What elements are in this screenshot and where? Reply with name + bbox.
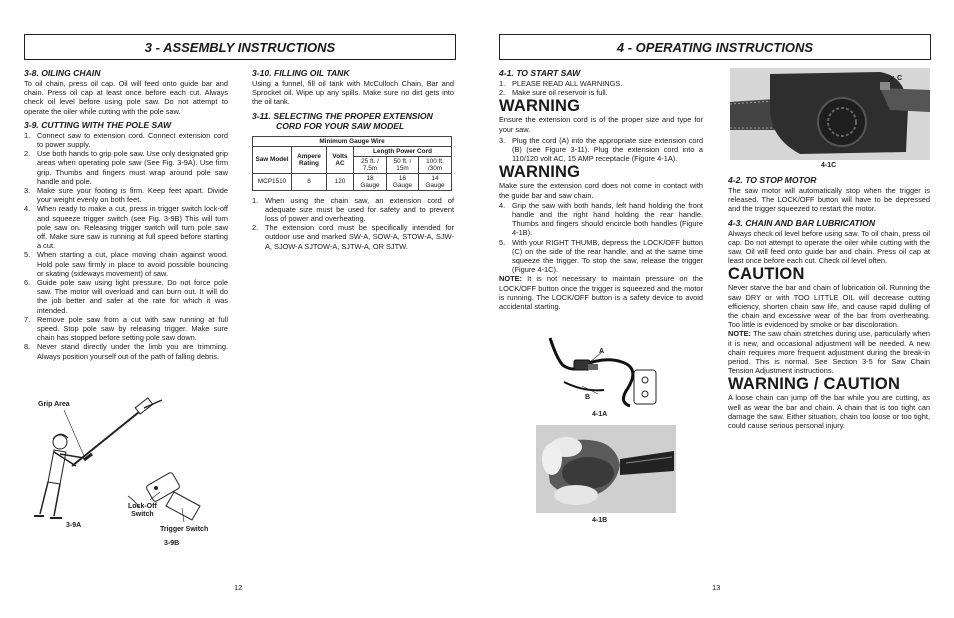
start-note: NOTE: It is not necessary to maintain pressure on the LOCK/OFF button once the trigger is squeezed and the motor is running. The LOCK/OFF button is a safety device to avoid accidental starting. — [499, 274, 703, 312]
warning-heading-2: WARNING — [499, 163, 581, 182]
col-len-25: 25 ft. / 7.5m — [354, 156, 387, 173]
left-column-1 — [24, 68, 228, 361]
lockoff-label: Lock-Off Switch — [128, 503, 157, 518]
table-row: MCP1510 8 120 18 Gauge 16 Gauge 14 Gauge — [253, 173, 452, 190]
list-item: 1. When using the chain saw, an extension cord of adequate size must be used for safety and to prevent loss of power and overheating. — [252, 195, 454, 224]
fig-4-1a-label: 4-1A — [592, 411, 608, 418]
list-item: 1. PLEASE READ ALL WARNINGS. — [499, 79, 623, 88]
col-volts: Volts AC — [327, 146, 354, 173]
page-number-left: 12 — [234, 583, 243, 592]
oiling-heading: 3-8. OILING CHAIN — [24, 68, 101, 78]
right-column-1 — [499, 68, 703, 311]
col-len-50: 50 ft. / 15m — [387, 156, 419, 173]
list-item: 2. Make sure oil reservoir is full. — [499, 88, 608, 98]
warning-heading-1: WARNING — [499, 97, 581, 116]
extension-heading: 3-11. SELECTING THE PROPER EXTENSION CORD FOR YOUR SAW MODEL — [252, 110, 433, 131]
list-item: 2. The extension cord must be specifically intended for outdoor use and marked SW-A, SOW-A, STOW-A, SJW-A, SJOW-A SJTOW-A, SJTW-A, OR SJTW. — [252, 223, 454, 251]
fig-label-c: C — [897, 75, 903, 82]
left-column-2 — [252, 68, 454, 251]
extension-list — [252, 196, 454, 251]
list-item: 6. Guide pole saw using light pressure. Do not force pole saw. The motor will overload and can burn out. It will do the job better and safer at the rate for which it was intended. — [24, 278, 228, 315]
list-item: 5. When starting a cut, place moving chain against wood. Hold pole saw firmly in place to avoid possible bouncing or skating (sideways movement) of saw. — [24, 250, 228, 278]
page-number-right: 13 — [712, 583, 721, 592]
filling-heading: 3-10. FILLING OIL TANK — [252, 68, 350, 78]
list-item: 5. With your RIGHT THUMB, depress the LOCK/OFF button (C) on the side of the rear handle, and at the same time squeeze the trigger. To stop the saw, release the trigger (Figure 4-1C). — [499, 237, 703, 275]
col-len-100: 100 ft. /30m — [418, 156, 451, 173]
col-saw-model: Saw Model — [253, 146, 292, 173]
list-item: 4. When ready to make a cut, press in trigger switch lock-off and squeeze trigger switch (see Fig. 3-9B) This will turn pole saw on. Releasing trigger switch will turn pole saw off. Make sure saw is running at full speed before starting a cut. — [24, 204, 228, 251]
operating-title: 4 - OPERATING INSTRUCTIONS — [616, 39, 814, 55]
fig-4-1b-label: 4-1B — [592, 517, 608, 524]
list-item: 1. Connect saw to extension cord. Connect extension cord to power supply. — [24, 130, 228, 150]
list-item: 3. Plug the cord (A) into the appropriate size extension cord (B) (see Figure 3-11). Plug the extension cord into a 110/120 volt AC, 15 AMP receptacle (Figure 4-1A). — [499, 135, 703, 164]
filling-text: Using a funnel, fill oil tank with McCulloch Chain, Bar and Sprocket oil. Wipe up any spills. Make sure no dirt gets into the oil tank. — [252, 79, 454, 107]
fig-4-1c-label: 4-1C — [821, 162, 837, 169]
stop-heading: 4-2. TO STOP MOTOR — [728, 175, 817, 185]
warning-caution-text: A loose chain can jump off the bar while you are cutting, as well as wear the bar and chain. A chain that is too tight can damage the saw. Either situation, chain too loose or too tight, could cause serious personal injury. — [728, 393, 930, 431]
cutting-list — [24, 131, 228, 361]
right-column-2 — [728, 175, 930, 430]
cutting-heading: 3-9. CUTTING WITH THE POLE SAW — [24, 119, 172, 130]
assembly-banner — [24, 34, 456, 60]
fig-label-b: B — [585, 394, 591, 401]
gauge-table — [252, 136, 452, 191]
fig-3-9a-label: 3-9A — [66, 522, 82, 529]
start-list-a — [499, 79, 703, 97]
list-item: 2. Use both hands to grip pole saw. Use only designated grip areas when operating pole saw (See Fig. 3-9A). Use firm grip. Thumbs and fingers must wrap around pole saw handle and pole. — [24, 149, 228, 186]
list-item: 8. Never stand directly under the limb you are trimming. Always position yourself out of the path of falling debris. — [24, 342, 228, 361]
gauge-table-title: Minimum Gauge Wire — [253, 136, 452, 146]
list-item: 7. Remove pole saw from a cut with saw running at full speed. Stop pole saw by releasing trigger. Make sure chain has stopped before setting pole saw down. — [24, 314, 228, 343]
caution-heading: CAUTION — [728, 265, 805, 284]
assembly-title: 3 - ASSEMBLY INSTRUCTIONS — [144, 39, 336, 55]
fig-4-1a-illustration — [544, 332, 664, 416]
list-item: 4. Grip the saw with both hands, left hand holding the front handle and the right hand holding the rear handle. Thumbs and fingers should encircle both handles (Figure 4-1B). — [499, 200, 703, 238]
col-ampere: Ampere Rating — [292, 146, 327, 173]
fig-label-a: A — [599, 348, 605, 355]
warning-text-1: Ensure the extension cord is of the proper size and type for your saw. — [499, 115, 703, 134]
start-list-c — [499, 201, 703, 275]
warning-text-2: Make sure the extension cord does not come in contact with the guide bar and saw chain. — [499, 181, 703, 200]
list-item: 3. Make sure your footing is firm. Keep feet apart. Divide your weight evenly on both feet. — [24, 186, 228, 205]
caution-text: Never starve the bar and chain of lubrication oil. Running the saw DRY or with TOO LITTLE OIL will decrease cutting efficiency, shorten chain saw life, and cause rapid dulling of the chain and excessive wear of the bar from overheating. Too little is evidenced by smoke or bar discoloration. — [728, 283, 930, 330]
fig-3-9b-label: 3-9B — [164, 540, 180, 547]
oiling-text: To oil chain, press oil cap. Oil will feed onto guide bar and chain. Press oil cap at least once before each cut. Always check oil level before using pole saw. Do not attempt to operate the oiler while cutting with the pole saw. — [24, 79, 228, 116]
col-length: Length Power Cord — [354, 146, 452, 156]
lube-note: NOTE: The saw chain stretches during use, particularly when it is new, and occasional adjustment will be needed. A new chain requires more frequent adjustment during the break-in period. This is normal. See Section 3-5 for Saw Chain Tension Adjustment instructions. — [728, 329, 930, 376]
lube-heading: 4-3. CHAIN AND BAR LUBRICATION — [728, 217, 876, 228]
fig-4-1b-illustration — [536, 425, 676, 513]
warning-caution-heading: WARNING / CAUTION — [728, 375, 901, 394]
stop-text: The saw motor will automatically stop when the trigger is released. The LOCK/OFF button will have to be depressed and the trigger squeezed to restart the motor. — [728, 186, 930, 214]
grip-area-label: Grip Area — [38, 401, 70, 408]
start-list-b — [499, 136, 703, 164]
start-heading: 4-1. TO START SAW — [499, 68, 581, 78]
trigger-switch-label: Trigger Switch — [160, 526, 209, 533]
pole-saw-illustration — [24, 396, 254, 556]
operating-banner — [499, 34, 931, 60]
lube-text: Always check oil level before using saw. To oil chain, press oil cap. Do not attempt to operate the oiler while cutting with the saw. Oil will feed onto guide bar and chain. Press oil cap at least once before each cut. Check oil level often. — [728, 228, 930, 266]
